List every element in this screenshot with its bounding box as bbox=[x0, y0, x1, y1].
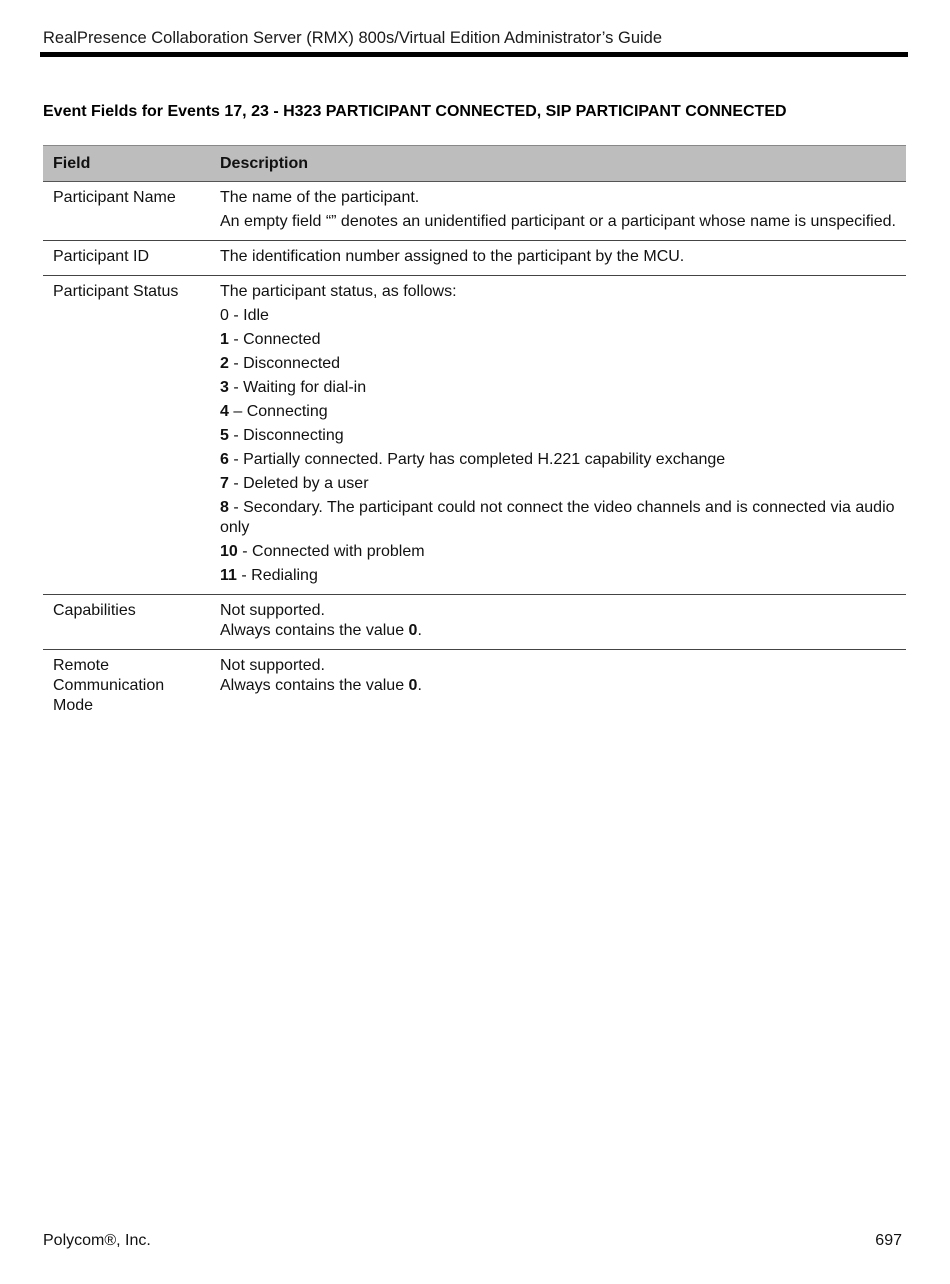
status-text: – Connecting bbox=[228, 403, 328, 420]
status-text: - Deleted by a user bbox=[228, 475, 369, 492]
field-name: Participant ID bbox=[43, 241, 210, 276]
status-text: - Connected with problem bbox=[237, 543, 425, 560]
status-item bbox=[220, 354, 896, 374]
status-item bbox=[220, 426, 896, 446]
status-item bbox=[220, 402, 896, 422]
status-text: - Idle bbox=[228, 307, 269, 324]
status-text: - Disconnected bbox=[228, 355, 341, 372]
table-row bbox=[43, 276, 906, 595]
page-number: 697 bbox=[875, 1232, 902, 1249]
status-text: - Partially connected. Party has completed H.221 capability exchange bbox=[228, 451, 726, 468]
status-code: 5 bbox=[220, 427, 229, 444]
event-fields-table bbox=[43, 145, 906, 724]
value-prefix: Always contains the value bbox=[220, 622, 409, 639]
running-header: RealPresence Collaboration Server (RMX) 800s/Virtual Edition Administrator’s Guide bbox=[43, 29, 663, 47]
field-description bbox=[210, 182, 906, 241]
table-row bbox=[43, 595, 906, 650]
table-row bbox=[43, 241, 906, 276]
value-suffix: . bbox=[417, 677, 422, 694]
value-prefix: Always contains the value bbox=[220, 677, 409, 694]
field-description bbox=[210, 595, 906, 650]
status-code: 3 bbox=[220, 379, 229, 396]
description-line: An empty field “” denotes an unidentified participant or a participant whose name is unspecified. bbox=[220, 213, 896, 230]
table-header-row bbox=[43, 146, 906, 182]
column-header-field: Field bbox=[43, 146, 210, 182]
status-list bbox=[220, 306, 896, 586]
field-name: Capabilities bbox=[43, 595, 210, 650]
status-code: 2 bbox=[220, 355, 229, 372]
value-code: 0 bbox=[408, 677, 418, 694]
field-description bbox=[210, 650, 906, 725]
status-item bbox=[220, 450, 896, 470]
status-item bbox=[220, 498, 896, 538]
description-line bbox=[220, 676, 896, 696]
table-row bbox=[43, 182, 906, 241]
status-code: 4 bbox=[220, 403, 229, 420]
status-code: 10 bbox=[220, 543, 238, 560]
column-header-description: Description bbox=[210, 146, 906, 182]
description-line bbox=[220, 621, 896, 641]
status-code: 7 bbox=[220, 475, 229, 492]
status-code: 0 bbox=[220, 307, 229, 324]
status-text: - Secondary. The participant could not connect the video channels and is connected via audio only bbox=[220, 499, 895, 536]
status-item bbox=[220, 378, 896, 398]
description-line: Not supported. bbox=[220, 657, 325, 674]
field-description bbox=[210, 276, 906, 595]
status-code: 11 bbox=[220, 567, 237, 584]
description-line: The identification number assigned to the participant by the MCU. bbox=[220, 248, 685, 265]
status-code: 8 bbox=[220, 499, 229, 516]
status-text: - Waiting for dial-in bbox=[228, 379, 367, 396]
status-item bbox=[220, 566, 896, 586]
status-item bbox=[220, 306, 896, 326]
field-name: Participant Status bbox=[43, 276, 210, 595]
description-line: The name of the participant. bbox=[220, 189, 420, 206]
status-text: - Redialing bbox=[236, 567, 318, 584]
field-name: Remote Communication Mode bbox=[53, 657, 165, 714]
table-row bbox=[43, 650, 906, 725]
status-text: - Connected bbox=[228, 331, 321, 348]
field-description bbox=[210, 241, 906, 276]
status-item bbox=[220, 474, 896, 494]
field-name: Participant Name bbox=[43, 182, 210, 241]
status-code: 1 bbox=[220, 331, 229, 348]
header-rule bbox=[40, 52, 908, 57]
section-title: Event Fields for Events 17, 23 - H323 PARTICIPANT CONNECTED, SIP PARTICIPANT CONNECTED bbox=[43, 103, 787, 120]
status-item bbox=[220, 542, 896, 562]
status-text: - Disconnecting bbox=[228, 427, 344, 444]
footer-company: Polycom®, Inc. bbox=[43, 1232, 151, 1249]
description-line: Not supported. bbox=[220, 602, 325, 619]
status-code: 6 bbox=[220, 451, 229, 468]
description-line: The participant status, as follows: bbox=[220, 283, 457, 300]
status-item bbox=[220, 330, 896, 350]
value-code: 0 bbox=[408, 622, 418, 639]
value-suffix: . bbox=[417, 622, 422, 639]
